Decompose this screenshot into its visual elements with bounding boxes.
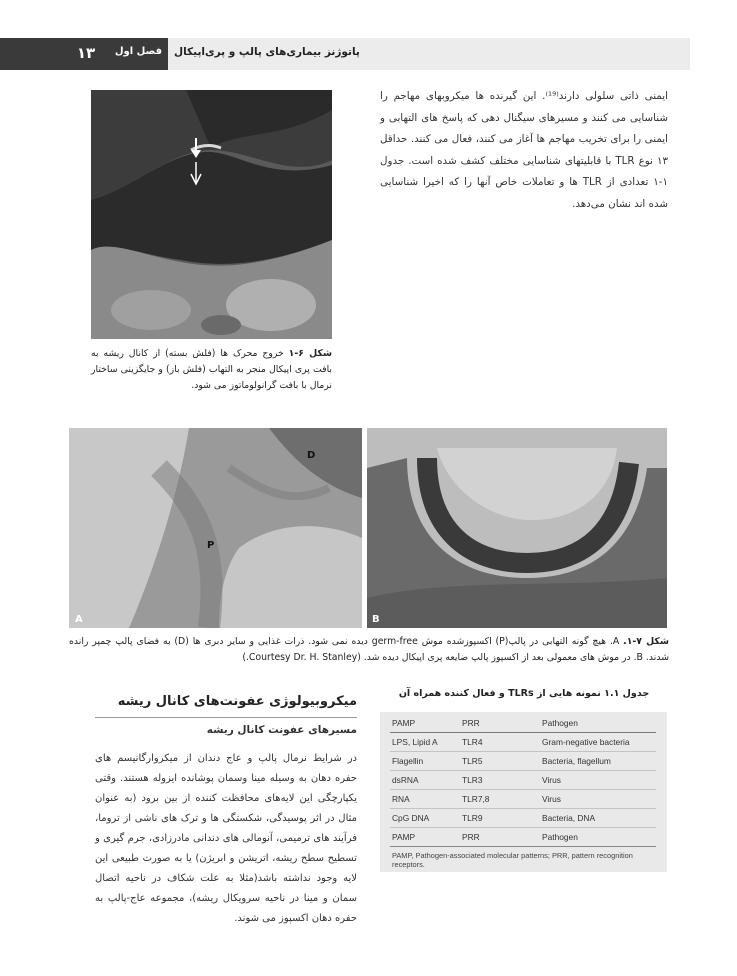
figure-7b-micrograph — [367, 428, 667, 628]
figure-7-caption-text: A. هیچ گونه التهابی در پالپ(P) اکسپوزشده موش germ-free دیده نمی شود. ذرات غذایی و سایر دبری ها (D) به فضای پالپ چمپر رانده شدند. B. در موش های معمولی بعد از اکسپوز پالپ ضایعه پری اپیکال دیده شد. (Courtesy Dr. H. Stanley.) — [69, 636, 669, 663]
table-cell: TLR7,8 — [460, 790, 540, 809]
figure-7-caption — [69, 634, 669, 666]
figure-6-label: شکل ۶-۱ — [288, 348, 332, 359]
table-cell: CpG DNA — [390, 809, 460, 828]
table-caption: جدول ۱.۱ نمونه هایی از TLRs و فعال کننده همراه آن — [398, 688, 650, 699]
table-row — [390, 809, 656, 828]
figure-7-panel-a-label: A — [75, 614, 83, 625]
tlr-table — [390, 714, 656, 847]
page-number: ۱۳ — [76, 44, 96, 62]
intro-paragraph: ایمنی ذاتی سلولی دارند⁽¹⁹⁾. این گیرنده ها میکروبهای مهاجم را شناسایی می کنند و مسیرهای سیگنال دهی که پاسخ های التهابی و ایمنی را برای تخریب مهاجم ها آغاز می کنند، فعال می کنند. حداقل ۱۳ نوع TLR با قابلیتهای شناسایی مختلف کشف شده است. جدول ۱-۱ تعدادی از TLR ها و تعاملات خاص آنها را که اخیرا شناسایی شده اند نشان می‌دهد. — [380, 90, 668, 210]
chapter-label: فصل اول — [114, 46, 162, 57]
subsection-title: مسیرهای عفونت کانال ریشه — [206, 724, 357, 736]
figure-7-label-d: D — [307, 450, 316, 461]
table-cell: Flagellin — [390, 752, 460, 771]
figure-6-caption-text: خروج محرک ها (فلش بسته) از کانال ریشه به بافت پری اپیکال منجر به التهاب (فلش باز) و جایگزینی ساختار نرمال با بافت گرانولوماتوز می شود. — [91, 348, 332, 391]
figure-7-panel-b-label: B — [372, 614, 380, 625]
figure-7-label: شکل ۷-۱. — [623, 636, 669, 647]
table-cell: Pathogen — [540, 828, 656, 847]
section-paragraph: در شرایط نرمال پالپ و عاج دندان از میکروارگانیسم های حفره دهان به وسیله مینا وسمان پوشانده ایزوله هستند. وقتی یکپارچگی این لایه‌های محافظت کننده از بین برود (به عنوان مثال در اثر پوسیدگی، شکستگی ها و ترک های ناشی از تروما، فرآیند های ترمیمی، آنومالی های دندانی مادرزادی، جرم گیری و تسطیح سطح ریشه، اتریشن و ابریژن) یا به صورت طبیعی این لایه وجود نداشته باشد(مثلا به علت شکاف در ناحیه اتصال سمان و مینا در ناحیه سرویکال ریشه)، مجموعه عاج-پالپ به حفره دهان اکسپوز می شوند. — [95, 753, 357, 924]
table-row — [390, 733, 656, 752]
table-header-cell: Pathogen — [540, 714, 656, 733]
table-cell: TLR9 — [460, 809, 540, 828]
section-divider — [95, 717, 357, 718]
table-cell: TLR4 — [460, 733, 540, 752]
table-cell: Bacteria, flagellum — [540, 752, 656, 771]
table-cell: LPS, Lipid A — [390, 733, 460, 752]
table-cell: TLR5 — [460, 752, 540, 771]
table-cell: RNA — [390, 790, 460, 809]
table-row — [390, 752, 656, 771]
table-header-cell: PAMP — [390, 714, 460, 733]
table-header-row — [390, 714, 656, 733]
table-cell: Gram-negative bacteria — [540, 733, 656, 752]
table-cell: Bacteria, DNA — [540, 809, 656, 828]
table-row — [390, 790, 656, 809]
table-cell: PAMP — [390, 828, 460, 847]
table-footer-row — [390, 828, 656, 847]
table-cell: Virus — [540, 790, 656, 809]
figure-7-label-p: P — [207, 540, 215, 551]
figure-7a-micrograph — [69, 428, 362, 628]
table-row — [390, 771, 656, 790]
table-header-cell: PRR — [460, 714, 540, 733]
table-cell: Virus — [540, 771, 656, 790]
section-title: میکروبیولوژی عفونت‌های کانال ریشه — [117, 694, 357, 709]
table-cell: TLR3 — [460, 771, 540, 790]
table-cell: PRR — [460, 828, 540, 847]
figure-6-caption — [91, 346, 332, 394]
table-cell: dsRNA — [390, 771, 460, 790]
table-footnote: PAMP, Pathogen-associated molecular patterns; PRR, pattern recognition receptors. — [392, 851, 633, 869]
chapter-title: پاتوژنز بیماری‌های پالپ و پری‌اپیکال — [174, 46, 360, 58]
figure-6-micrograph — [91, 90, 332, 339]
